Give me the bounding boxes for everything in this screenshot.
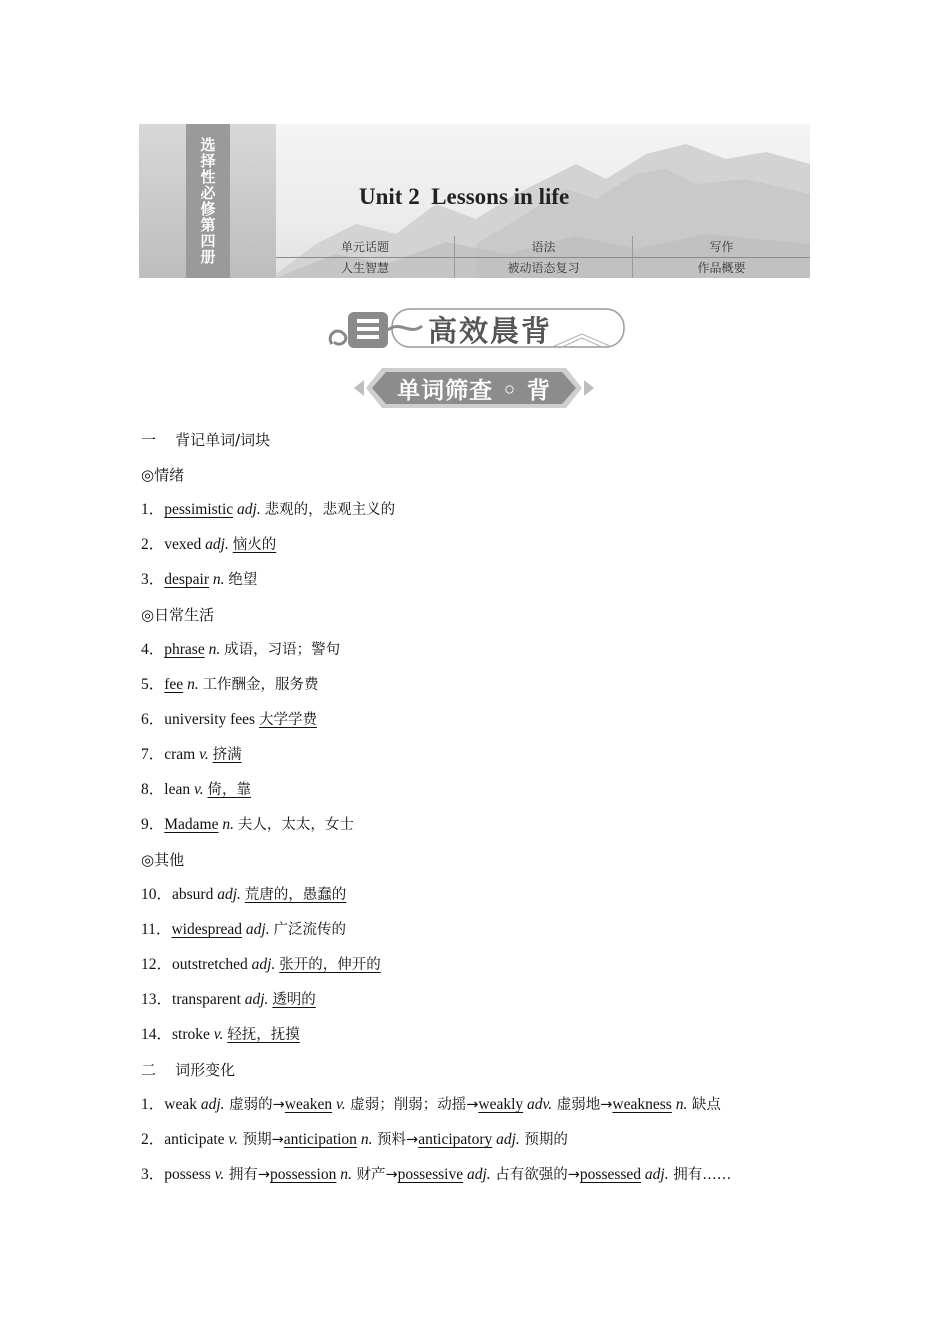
overview-column-grammar [454, 236, 632, 278]
vocab-word: despair [164, 571, 210, 588]
vocab-item: 5．fee n. 工作酬金，服务费 [141, 676, 319, 693]
text-fragment: 虚弱地→ [552, 1097, 613, 1113]
word-screening-badge [352, 366, 596, 410]
text-fragment: 拥有…… [668, 1167, 732, 1183]
derived-word: weakly [478, 1096, 524, 1113]
word-form-item [141, 1095, 721, 1115]
part-of-speech: adj. [466, 1166, 491, 1183]
text-fragment: 预期→ [238, 1132, 284, 1148]
text-fragment: 缺点 [687, 1097, 721, 1113]
part-of-speech: n. [360, 1131, 373, 1148]
vocab-item: 14．stroke v. 轻抚，抚摸 [141, 1026, 300, 1043]
section-heading-two [141, 1060, 235, 1080]
text-fragment: 财产→ [351, 1167, 398, 1183]
part-of-speech: adj. [644, 1166, 669, 1183]
vocab-item: 6．university fees 大学学费 [141, 711, 317, 728]
text-fragment: 预料→ [372, 1132, 419, 1148]
unit-overview-table [276, 236, 810, 278]
vocab-word: transparent [172, 991, 241, 1008]
part-of-speech: adj. [496, 1131, 520, 1148]
vocab-word: fee [164, 676, 184, 693]
vocab-item: 4．phrase n. 成语，习语；警句 [141, 641, 341, 658]
column-header: 语法 [455, 236, 632, 258]
vocab-item: 10．absurd adj. 荒唐的，愚蠢的 [141, 886, 347, 903]
overview-column-topic [276, 236, 454, 278]
text-fragment: anticipate [164, 1131, 225, 1148]
text-fragment: possess [164, 1166, 211, 1183]
section-title: 词形变化 [175, 1061, 236, 1079]
item-number: 2． [141, 1131, 165, 1148]
vocab-word: university fees [164, 711, 256, 728]
section-number: 一 [141, 431, 157, 449]
vocab-word: Madame [164, 816, 219, 833]
vocab-word: widespread [171, 921, 243, 938]
badge-secondary-text: 单词筛查 ◦ 背 [397, 377, 551, 404]
item-number: 3． [141, 1166, 165, 1183]
vocab-word: vexed [164, 536, 202, 553]
vocab-item: 8．lean v. 倚，靠 [141, 781, 251, 798]
vocab-item: 12．outstretched adj. 张开的，伸开的 [141, 956, 381, 973]
vocab-word: phrase [164, 641, 205, 658]
text-fragment: 占有欲强的→ [490, 1167, 580, 1183]
section-heading-one [141, 430, 270, 450]
column-value: 被动语态复习 [507, 261, 580, 276]
item-number: 1． [141, 1096, 165, 1113]
derived-word: possessive [397, 1166, 464, 1183]
vocab-item: 13．transparent adj. 透明的 [141, 991, 316, 1008]
part-of-speech: v. [214, 1166, 225, 1183]
overview-column-writing [632, 236, 810, 278]
unit-banner [139, 124, 810, 278]
vocab-word: lean [164, 781, 191, 798]
badge-primary-text: 高效晨背 [428, 314, 553, 348]
column-value: 作品概要 [697, 261, 746, 276]
part-of-speech: adv. [527, 1096, 553, 1113]
vocab-word: absurd [172, 886, 214, 903]
column-header: 单元话题 [276, 236, 454, 258]
vocab-word: pessimistic [164, 501, 234, 518]
derived-word: weakness [612, 1096, 672, 1113]
vocab-item: 7．cram v. 挤满 [141, 746, 242, 763]
section-title: 背记单词/词块 [175, 431, 271, 449]
part-of-speech: n. [340, 1166, 352, 1183]
part-of-speech: n. [675, 1096, 688, 1113]
morning-recitation-badge [322, 306, 628, 354]
word-form-item [141, 1165, 731, 1185]
word-form-item [141, 1130, 568, 1150]
derived-word: anticipatory [418, 1131, 493, 1148]
text-fragment: 虚弱的→ [224, 1097, 285, 1113]
derived-word: anticipation [283, 1131, 357, 1148]
unit-title: Unit 2 Lessons in life [359, 184, 570, 209]
vocab-word: cram [164, 746, 196, 763]
part-of-speech: adj. [200, 1096, 225, 1113]
vocab-word: stroke [172, 1026, 210, 1043]
column-value: 人生智慧 [340, 261, 389, 276]
vocab-item: 3．despair n. 绝望 [141, 571, 258, 588]
column-header: 写作 [633, 236, 810, 258]
group-label-emotion: ◎情绪 [141, 466, 185, 484]
text-fragment: 拥有→ [224, 1167, 271, 1183]
part-of-speech: v. [336, 1096, 346, 1113]
section-number: 二 [141, 1061, 157, 1079]
group-label-other: ◎其他 [141, 851, 185, 869]
derived-word: possession [270, 1166, 337, 1183]
vocab-item: 2．vexed adj. 恼火的 [141, 536, 277, 553]
book-volume-label: 选择性必修第四册 [186, 124, 230, 278]
vocab-word: outstretched [172, 956, 248, 973]
derived-word: weaken [284, 1096, 333, 1113]
vocab-item: 1．pessimistic adj. 悲观的，悲观主义的 [141, 501, 396, 518]
derived-word: possessed [579, 1166, 642, 1183]
text-fragment: 预期的 [519, 1132, 568, 1148]
vocab-item: 11．widespread adj. 广泛流传的 [141, 921, 346, 938]
part-of-speech: v. [228, 1131, 238, 1148]
vocab-item: 9．Madame n. 夫人，太太，女士 [141, 816, 354, 833]
text-fragment: 虚弱；削弱；动摇→ [345, 1097, 479, 1113]
text-fragment: weak [164, 1096, 197, 1113]
group-label-daily: ◎日常生活 [141, 606, 215, 624]
